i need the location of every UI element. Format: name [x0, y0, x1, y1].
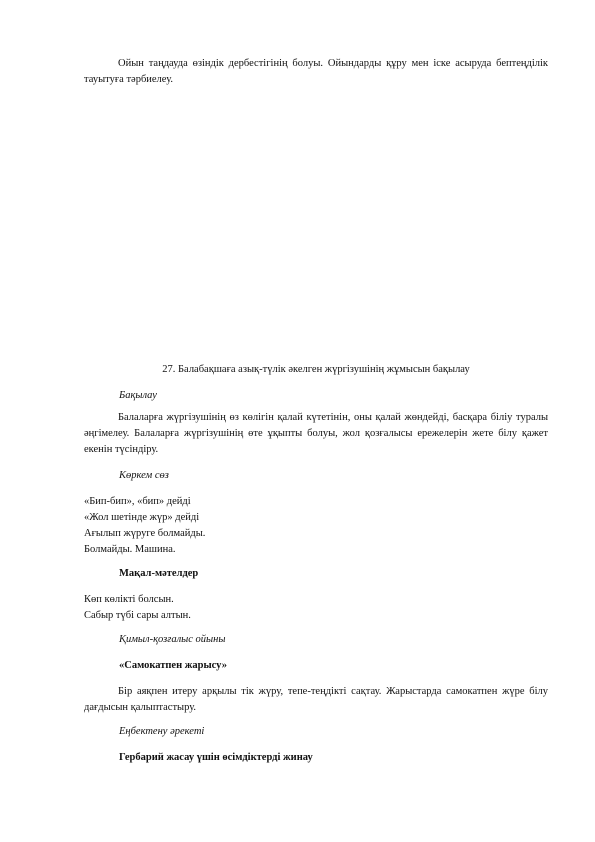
poem-line: «Бип-бип», «бип» дейді	[84, 496, 191, 507]
observation-paragraph: Балаларға жүргізушінің өз көлігін қалай күтетінін, оны қалай жөндейді, басқара біліу туралы әңгімелеу. Балаларға жүргізушінің өте ұқыпты болуы, жол қозғалысы ережелерін жете білу қажет екенін түсіндіру.	[84, 412, 548, 455]
game-title: «Самокатпен жарысу»	[119, 660, 227, 671]
artistic-word-heading: Көркем сөз	[119, 470, 169, 481]
mobile-game-heading: Қимыл-қозғалыс ойыны	[119, 634, 226, 645]
work-activity-heading: Еңбектену әрекеті	[119, 726, 205, 737]
section-title: 27. Балабақшаға азық-түлік әкелген жүргізушінің жұмысын бақылау	[162, 364, 470, 375]
poem-line: Ағылып жүруге болмайды.	[84, 528, 206, 539]
intro-paragraph: Ойын таңдауда өзіндік дербестігінің болуы. Ойындарды құру мен іске асыруда бептеңділік тауытуға тәрбиелеу.	[84, 58, 548, 85]
poem-line: Болмайды. Машина.	[84, 544, 176, 555]
proverb-line: Көп көлікті болсын.	[84, 594, 174, 605]
poem-line: «Жол шетінде жүр» дейді	[84, 512, 200, 523]
proverbs-heading: Мақал-мәтелдер	[119, 568, 199, 579]
observation-heading: Бақылау	[119, 390, 157, 401]
work-activity-title: Гербарий жасау үшін өсімдіктерді жинау	[119, 752, 313, 763]
game-paragraph: Бір аяқпен итеру арқылы тік жүру, тепе-теңдікті сақтау. Жарыстарда самокатпен жүре білу дағдысын қалыптастыру.	[84, 686, 548, 713]
proverb-line: Сабыр түбі сары алтын.	[84, 610, 191, 621]
